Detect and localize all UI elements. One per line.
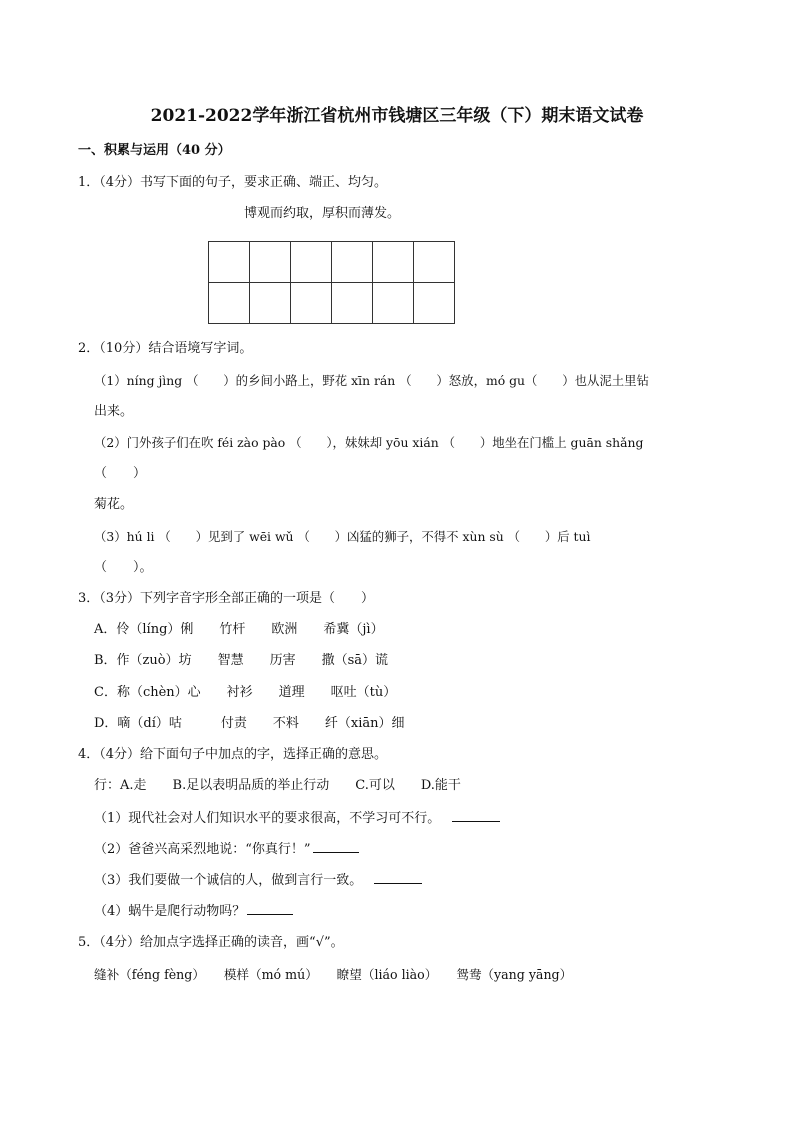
grid-cell[interactable] [209,242,250,283]
q2-line-2b: （ ） [94,466,147,481]
q2-line-3b: （ ）。 [94,560,153,575]
grid-cell[interactable] [373,283,414,324]
q3-option-a[interactable]: A．伶（líng）俐 竹杆 欧洲 希冀（jì） [94,622,384,637]
answer-blank[interactable] [247,902,293,915]
q4-item-text: （1）现代社会对人们知识水平的要求很高，不学习可不行。 [94,811,441,826]
page-title: 2021-2022学年浙江省杭州市钱塘区三年级（下）期末语文试卷 [150,106,644,126]
q2-stem: 2．（10分）结合语境写字词。 [78,341,253,356]
q3-stem: 3．（3分）下列字音字形全部正确的一项是（ ） [78,591,375,606]
q2-line-1b: 出来。 [94,404,134,419]
grid-cell[interactable] [332,283,373,324]
q5-options: 缝补（féng fèng） 模样（mó mú） 瞭望（liáo liào） 鸳鸯（yang yāng） [94,967,573,982]
q2-line-2c: 菊花。 [94,497,134,512]
q4-item-3 [94,871,422,890]
writing-grid[interactable] [208,241,455,324]
q4-item-2 [94,840,359,859]
q2-line-1: （1）níng jìng （ ）的乡间小路上，野花 xīn rán （ ）怒放，mó gu（ ）也从泥土里钻 [94,373,649,388]
grid-cell[interactable] [291,283,332,324]
answer-blank[interactable] [452,809,500,822]
q2-line-2: （2）门外孩子们在吹 féi zào pào （ ），妹妹却 yōu xián （ ）地坐在门槛上 guān shǎng [94,435,644,450]
grid-cell[interactable] [373,242,414,283]
q4-item-1 [94,809,500,828]
grid-cell[interactable] [414,242,455,283]
q2-line-3: （3）hú li （ ）见到了 wēi wǔ （ ）凶猛的狮子，不得不 xùn sù （ ）后 tuì [94,529,591,544]
q4-meanings: 行：A.走 B.足以表明品质的举止行动 C.可以 D.能干 [94,778,461,793]
grid-cell[interactable] [250,283,291,324]
q1-sentence: 博观而约取，厚积而薄发。 [244,206,401,221]
q4-item-4 [94,902,293,921]
q4-item-text: （2）爸爸兴高采烈地说：“你真行！” [94,842,311,857]
grid-cell[interactable] [414,283,455,324]
grid-cell[interactable] [250,242,291,283]
grid-cell[interactable] [291,242,332,283]
answer-blank[interactable] [374,871,422,884]
q3-option-b[interactable]: B．作（zuò）坊 智慧 历害 撒（sā）谎 [94,653,389,668]
q4-stem: 4．（4分）给下面句子中加点的字，选择正确的意思。 [78,747,388,762]
section-heading-1: 一、积累与运用（40 分） [78,143,231,158]
answer-blank[interactable] [313,840,359,853]
q1-stem: 1．（4分）书写下面的句子，要求正确、端正、均匀。 [78,175,388,190]
q3-option-c[interactable]: C．称（chèn）心 衬衫 道理 呕吐（tù） [94,685,397,700]
q4-item-text: （4）蜗牛是爬行动物吗？ [94,904,246,919]
q5-stem: 5．（4分）给加点字选择正确的读音，画“√”。 [78,935,344,950]
grid-cell[interactable] [209,283,250,324]
q4-item-text: （3）我们要做一个诚信的人，做到言行一致。 [94,873,363,888]
grid-cell[interactable] [332,242,373,283]
q3-option-d[interactable]: D．嘀（dí）咕 付责 不料 纤（xiān）细 [94,716,405,731]
